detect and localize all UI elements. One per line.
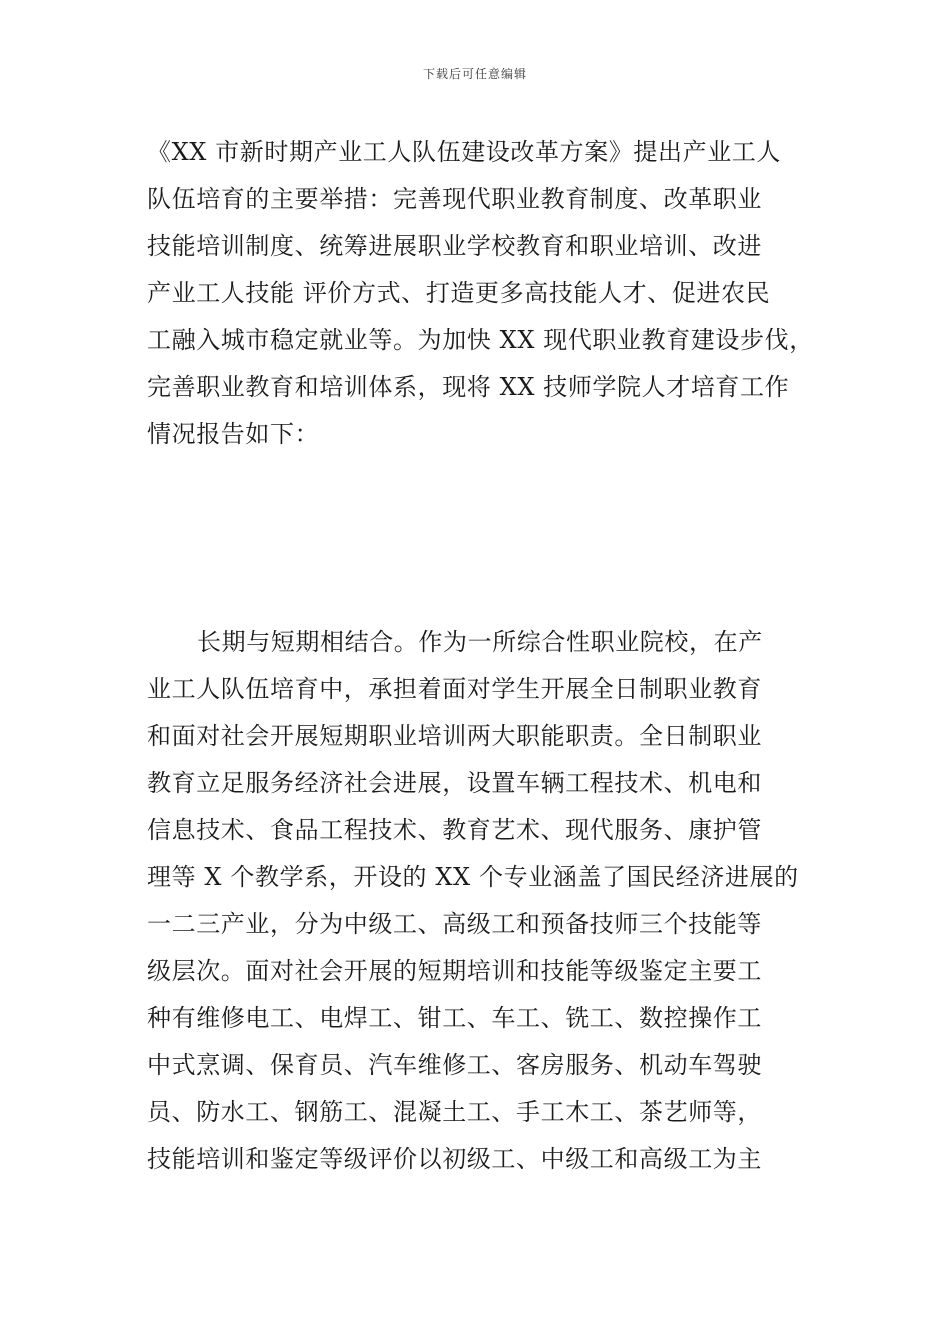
paragraph-line: 教育立足服务经济社会进展，设置车辆工程技术、机电和	[147, 769, 762, 797]
paragraph-line: 工融入城市稳定就业等。为加快 XX 现代职业教育建设步伐，	[147, 326, 814, 354]
paragraph-line: 技能培训和鉴定等级评价以初级工、中级工和高级工为主	[147, 1145, 762, 1173]
paragraph-line: 种有维修电工、电焊工、钳工、车工、铣工、数控操作工	[147, 1004, 762, 1032]
page-header-note: 下载后可任意编辑	[422, 67, 527, 81]
paragraph-line: 和面对社会开展短期职业培训两大职能职责。全日制职业	[147, 722, 762, 750]
intro-paragraph	[147, 129, 814, 458]
paragraph-line: 理等 X 个教学系，开设的 XX 个专业涵盖了国民经济进展的	[147, 863, 799, 891]
paragraph-line: 情况报告如下：	[147, 420, 320, 448]
paragraph-line: 信息技术、食品工程技术、教育艺术、现代服务、康护管	[147, 816, 762, 844]
paragraph-line: 业工人队伍培育中，承担着面对学生开展全日制职业教育	[147, 675, 762, 703]
paragraph-line: 《XX 市新时期产业工人队伍建设改革方案》提出产业工人	[147, 138, 781, 166]
paragraph-line: 一二三产业，分为中级工、高级工和预备技师三个技能等	[147, 910, 762, 938]
paragraph-line: 产业工人技能 评价方式、打造更多高技能人才、促进农民	[147, 279, 771, 307]
paragraph-line: 员、防水工、钢筋工、混凝土工、手工木工、茶艺师等，	[147, 1098, 762, 1126]
paragraph-line: 技能培训制度、统筹进展职业学校教育和职业培训、改进	[147, 232, 762, 260]
body-paragraph	[147, 619, 799, 1183]
paragraph-line: 长期与短期相结合。作为一所综合性职业院校，在产	[197, 628, 763, 656]
paragraph-line: 中式烹调、保育员、汽车维修工、客房服务、机动车驾驶	[147, 1051, 762, 1079]
paragraph-line: 队伍培育的主要举措：完善现代职业教育制度、改革职业	[147, 185, 762, 213]
paragraph-line: 完善职业教育和培训体系，现将 XX 技师学院人才培育工作	[147, 373, 790, 401]
paragraph-line: 级层次。面对社会开展的短期培训和技能等级鉴定主要工	[147, 957, 762, 985]
